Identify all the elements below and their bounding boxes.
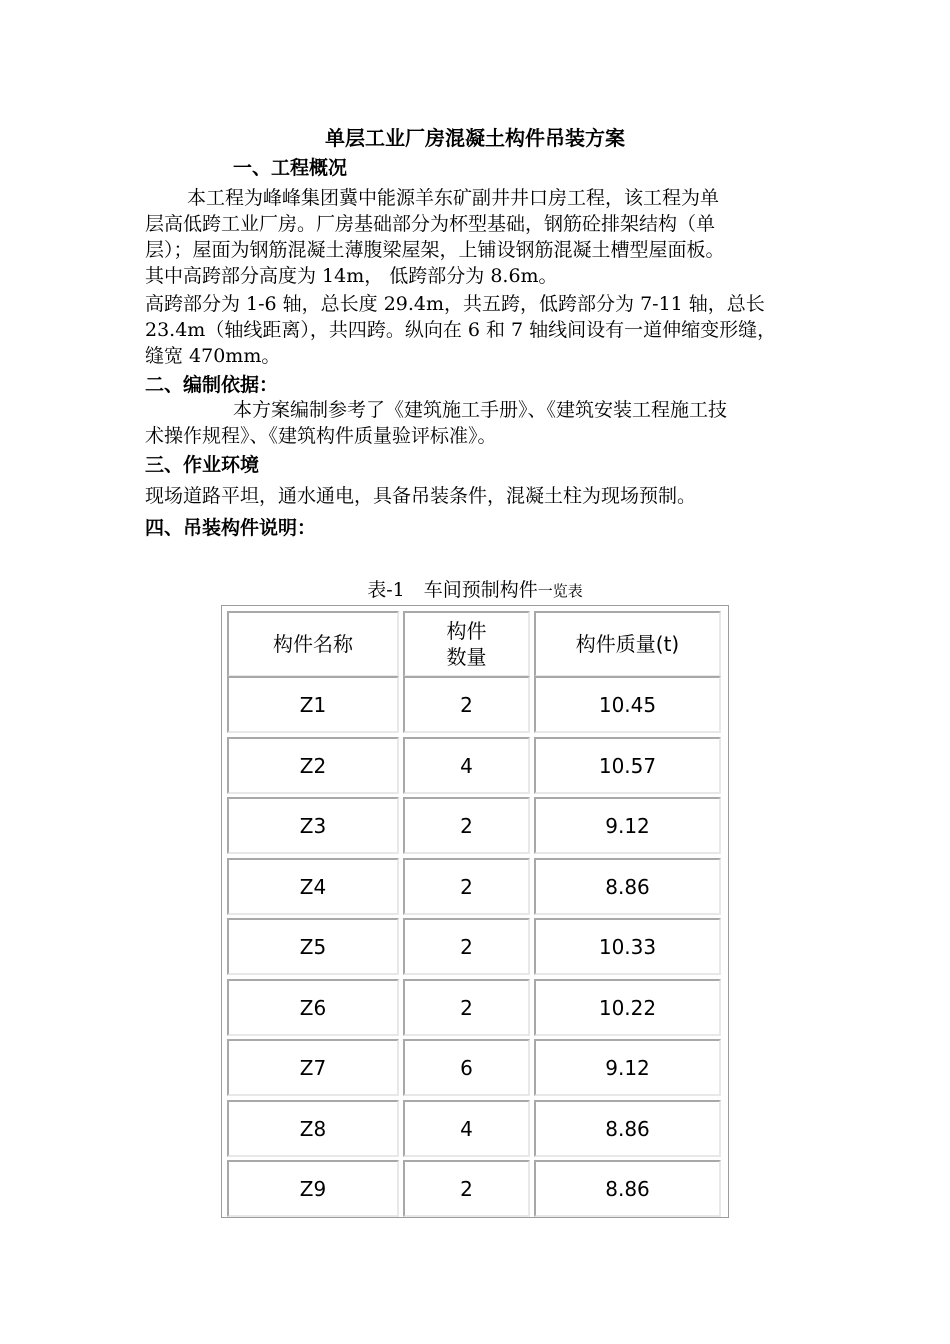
table-cell-component-name: Z2 [227, 737, 399, 794]
paragraph-line: 高跨部分为 1-6 轴，总长度 29.4m，共五跨，低跨部分为 7-11 轴，总长 [145, 293, 765, 315]
table-cell-component-name: Z8 [227, 1100, 399, 1157]
table-cell-component-quantity: 2 [403, 1160, 530, 1217]
basis-paragraph [145, 397, 817, 449]
table-cell-component-mass: 10.45 [534, 676, 721, 733]
paragraph-line: 术操作规程》、《建筑构件质量验评标准》。 [145, 425, 497, 447]
table-cell-component-mass: 8.86 [534, 1100, 721, 1157]
paragraph-line: 其中高跨部分高度为 14m， 低跨部分为 8.6m。 [145, 265, 558, 287]
paragraph-line: 本方案编制参考了《建筑施工手册》、《建筑安装工程施工技 [233, 399, 728, 421]
table-header-component-name: 构件名称 [227, 611, 399, 677]
table-cell-component-mass: 10.33 [534, 918, 721, 975]
table-cell-component-name: Z4 [227, 858, 399, 915]
table-cell-component-name: Z5 [227, 918, 399, 975]
components-table [221, 605, 729, 1218]
table-caption-small: 一览表 [537, 582, 583, 600]
table-cell-component-quantity: 4 [403, 737, 530, 794]
environment-paragraph [145, 483, 817, 509]
table-cell-component-mass: 9.12 [534, 797, 721, 854]
section-heading-environment: 三、作业环境 [145, 454, 260, 476]
table-cell-component-name: Z1 [227, 676, 399, 733]
section-heading-components: 四、吊装构件说明： [145, 517, 317, 539]
section-heading-overview: 一、工程概况 [233, 157, 348, 179]
table-header-component-mass: 构件质量(t) [534, 611, 721, 677]
paragraph-line: 本工程为峰峰集团冀中能源羊东矿副井井口房工程，该工程为单 [187, 187, 720, 209]
table-cell-component-mass: 10.22 [534, 979, 721, 1036]
table-cell-component-name: Z9 [227, 1160, 399, 1217]
table-cell-component-mass: 10.57 [534, 737, 721, 794]
overview-paragraph-2 [145, 291, 817, 369]
table-cell-component-quantity: 6 [403, 1039, 530, 1096]
table-cell-component-mass: 8.86 [534, 1160, 721, 1217]
table-header-component-quantity: 构件 数量 [403, 611, 530, 677]
paragraph-line: 现场道路平坦，通水通电，具备吊装条件，混凝土柱为现场预制。 [145, 485, 697, 507]
table-cell-component-name: Z3 [227, 797, 399, 854]
paragraph-line: 层高低跨工业厂房。厂房基础部分为杯型基础，钢筋砼排架结构（单 [145, 213, 716, 235]
table-cell-component-mass: 9.12 [534, 1039, 721, 1096]
table-cell-component-mass: 8.86 [534, 858, 721, 915]
paragraph-line: 23.4m（轴线距离），共四跨。纵向在 6 和 7 轴线间设有一道伸缩变形缝， [145, 319, 777, 341]
document-title: 单层工业厂房混凝土构件吊装方案 [325, 126, 625, 150]
section-heading-basis: 二、编制依据： [145, 374, 279, 396]
table-cell-component-name: Z7 [227, 1039, 399, 1096]
table-cell-component-quantity: 2 [403, 918, 530, 975]
table-cell-component-name: Z6 [227, 979, 399, 1036]
overview-paragraph-1 [145, 185, 817, 289]
paragraph-line: 缝宽 470mm。 [145, 345, 281, 367]
table-caption [0, 577, 950, 604]
table-cell-component-quantity: 2 [403, 858, 530, 915]
table-cell-component-quantity: 4 [403, 1100, 530, 1157]
table-cell-component-quantity: 2 [403, 797, 530, 854]
table-cell-component-quantity: 2 [403, 979, 530, 1036]
paragraph-line: 层）；屋面为钢筋混凝土薄腹梁屋架，上铺设钢筋混凝土槽型屋面板。 [145, 239, 725, 261]
table-caption-main: 表-1 车间预制构件 [367, 579, 538, 601]
table-cell-component-quantity: 2 [403, 676, 530, 733]
